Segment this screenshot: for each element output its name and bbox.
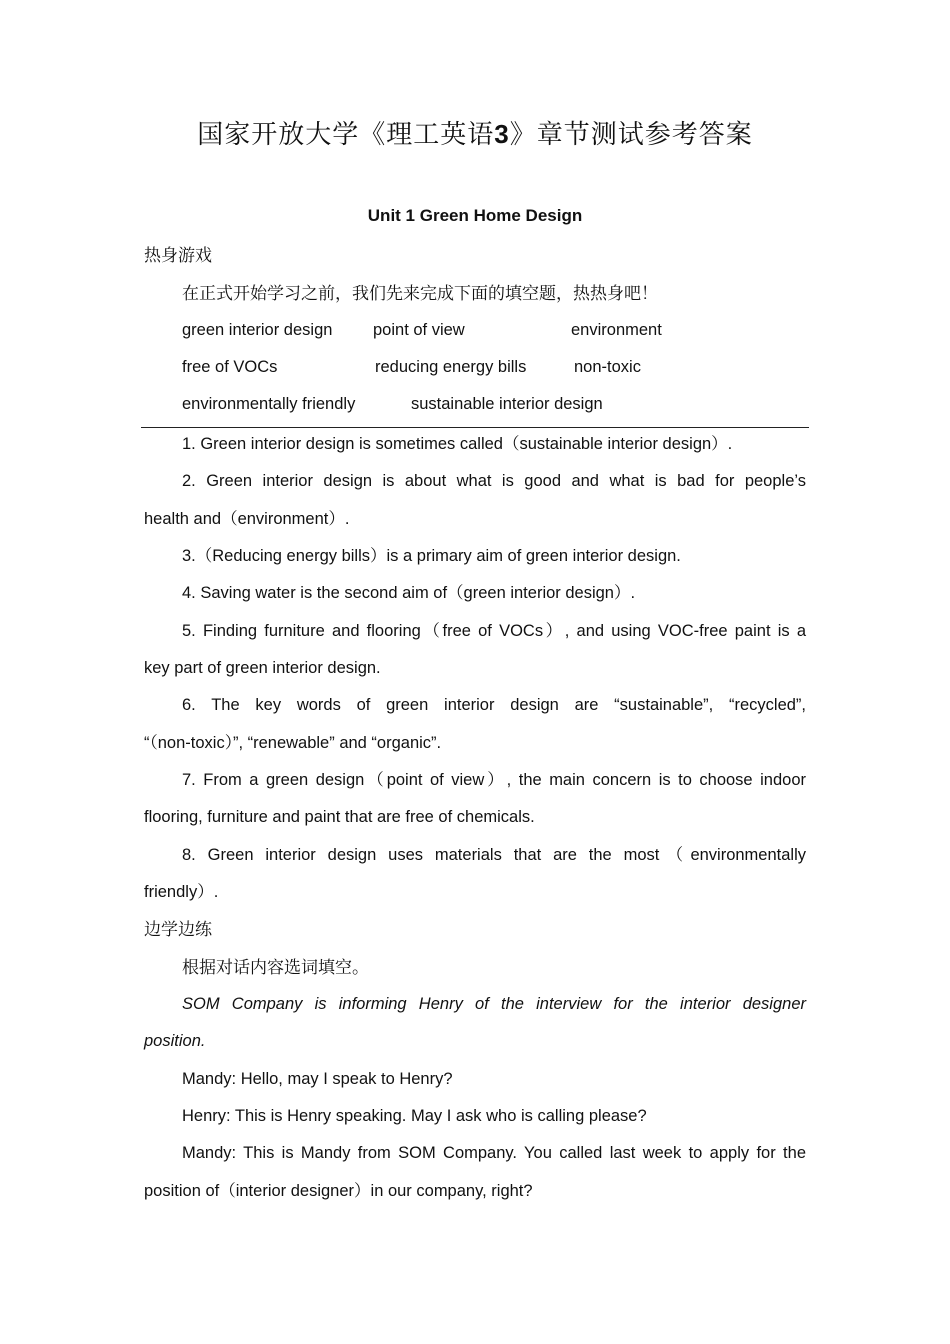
- question-6-line-2: “（non-toxic）”, “renewable” and “organic”.: [144, 734, 442, 752]
- scene-description-line-2: position.: [144, 1032, 206, 1050]
- question-5-line-2: key part of green interior design.: [144, 659, 381, 677]
- question-1: 1. Green interior design is sometimes called（sustainable interior design）.: [182, 435, 733, 453]
- word-bank-item: environment: [571, 321, 662, 339]
- title-number: 3: [494, 119, 510, 149]
- dialogue-line: Henry: This is Henry speaking. May I ask who is calling please?: [182, 1107, 647, 1125]
- scene-description-line-1: SOM Company is informing Henry of the interview for the interior designer: [182, 995, 806, 1013]
- question-5-line-1: 5. Finding furniture and flooring（free of VOCs）, and using VOC-free paint is a: [182, 622, 806, 640]
- question-6-line-1: 6. The key words of green interior design are “sustainable”, “recycled”,: [182, 696, 806, 714]
- word-bank-item: reducing energy bills: [375, 358, 527, 376]
- unit-heading: Unit 1 Green Home Design: [367, 206, 583, 225]
- question-4: 4. Saving water is the second aim of（green interior design）.: [182, 584, 636, 602]
- question-2-line-1: 2. Green interior design is about what is good and what is bad for people’s: [182, 472, 806, 490]
- document-title: [0, 114, 950, 151]
- question-3: 3.（Reducing energy bills）is a primary aim of green interior design.: [182, 547, 681, 565]
- section-heading-warmup: 热身游戏: [144, 246, 212, 266]
- question-7-line-2: flooring, furniture and paint that are free of chemicals.: [144, 808, 535, 826]
- title-prefix: 国家开放大学《理工英语: [197, 120, 495, 150]
- section-heading-practice: 边学边练: [144, 920, 212, 940]
- word-bank-item: environmentally friendly: [182, 395, 356, 413]
- word-bank-item: point of view: [373, 321, 465, 339]
- dialogue-line: Mandy: This is Mandy from SOM Company. You called last week to apply for the: [182, 1144, 806, 1162]
- question-8-line-1: 8. Green interior design uses materials that are the most（environmentally: [182, 846, 806, 864]
- word-bank-item: sustainable interior design: [411, 395, 603, 413]
- question-2-line-2: health and（environment）.: [144, 510, 350, 528]
- warmup-instruction: 在正式开始学习之前，我们先来完成下面的填空题，热热身吧！: [182, 284, 658, 304]
- divider-line: [141, 427, 809, 428]
- word-bank-item: green interior design: [182, 321, 333, 339]
- word-bank-item: free of VOCs: [182, 358, 278, 376]
- dialogue-line-continued: position of（interior designer）in our company, right?: [144, 1182, 533, 1200]
- question-8-line-2: friendly）.: [144, 883, 219, 901]
- dialogue-line: Mandy: Hello, may I speak to Henry?: [182, 1070, 453, 1088]
- question-7-line-1: 7. From a green design（point of view）, the main concern is to choose indoor: [182, 771, 806, 789]
- word-bank-item: non-toxic: [574, 358, 641, 376]
- practice-instruction: 根据对话内容选词填空。: [182, 958, 369, 978]
- title-suffix: 》章节测试参考答案: [509, 120, 753, 150]
